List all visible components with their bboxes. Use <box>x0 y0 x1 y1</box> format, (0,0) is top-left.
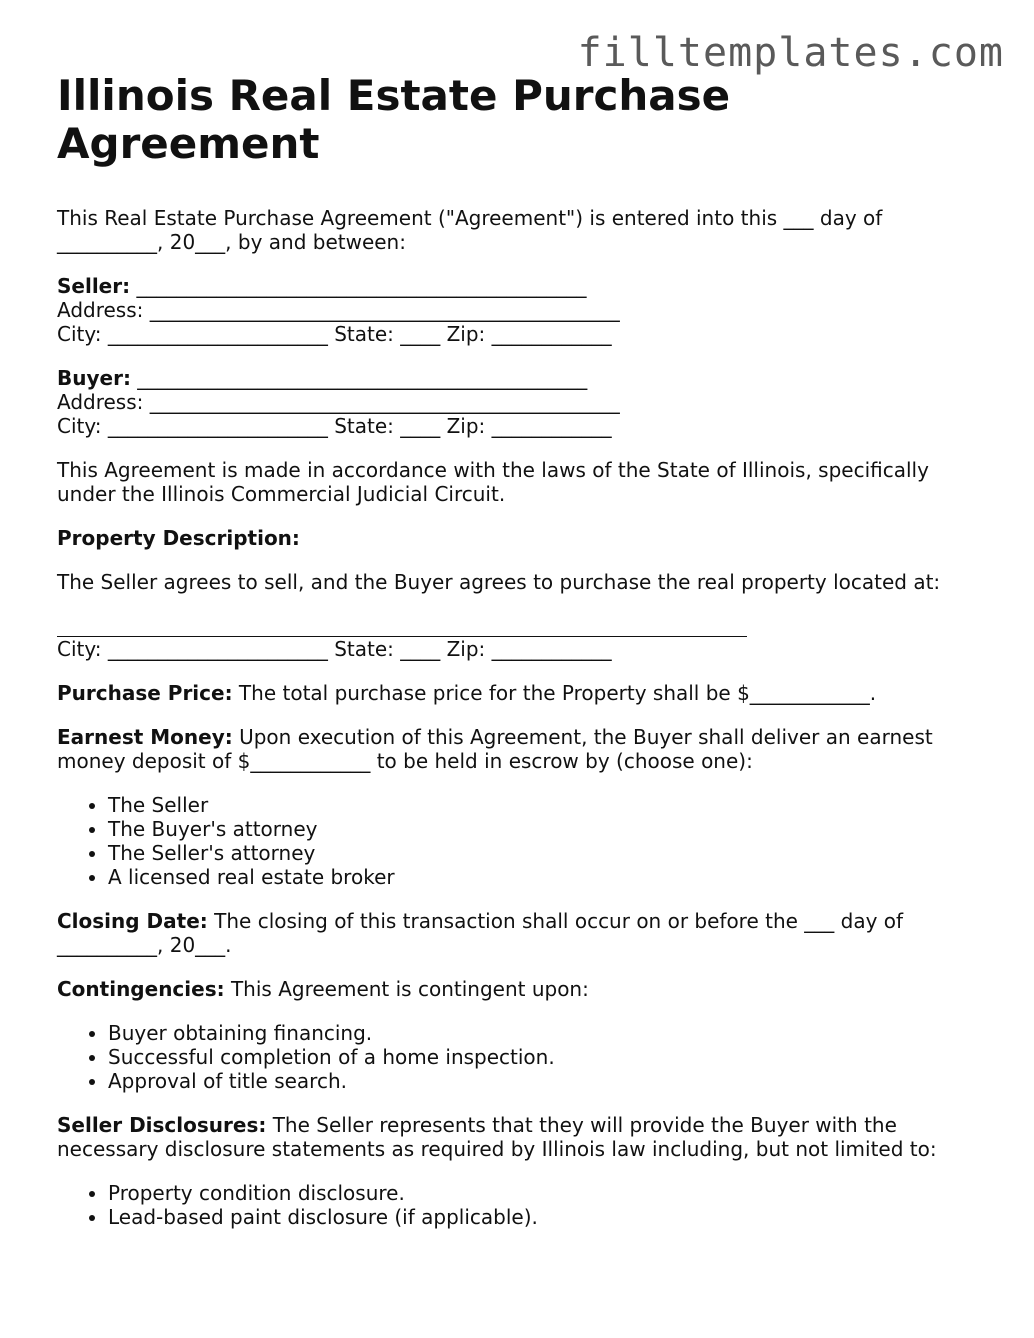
earnest-money-label: Earnest Money: <box>57 725 233 749</box>
escrow-options-list <box>57 793 987 889</box>
closing-date-paragraph <box>57 909 987 957</box>
intro-paragraph <box>57 206 987 254</box>
list-item: • Buyer obtaining financing. <box>108 1021 987 1045</box>
contingencies-list <box>57 1021 987 1093</box>
contingencies-paragraph <box>57 977 987 1001</box>
property-text: The Seller agrees to sell, and the Buyer agrees to purchase the real property located at: <box>57 570 941 594</box>
property-city-line: City: ______________________ State: ____ Zip: ____________ <box>57 637 612 661</box>
buyer-section <box>57 366 987 438</box>
list-item: • The Seller <box>108 793 987 817</box>
disclosures-list <box>57 1181 987 1229</box>
intro-line: __________, 20___, by and between: <box>57 230 406 254</box>
buyer-name-blank: _____________________________________________ <box>130 366 588 390</box>
disclosures-text: The Seller represents that they will provide the Buyer with the <box>266 1113 897 1137</box>
seller-address-line: Address: _______________________________________________ <box>57 298 620 322</box>
law-paragraph <box>57 458 987 506</box>
closing-date-label: Closing Date: <box>57 909 208 933</box>
earnest-money-line <box>57 725 987 749</box>
purchase-price-text: The total purchase price for the Property shall be $____________. <box>232 681 877 705</box>
law-line: under the Illinois Commercial Judicial Circuit. <box>57 482 506 506</box>
buyer-city-line: City: ______________________ State: ____ Zip: ____________ <box>57 414 612 438</box>
intro-line: This Real Estate Purchase Agreement ("Agreement") is entered into this ___ day of <box>57 206 883 230</box>
seller-section <box>57 274 987 346</box>
seller-label: Seller: <box>57 274 131 298</box>
page-title: Illinois Real Estate Purchase Agreement <box>57 71 731 168</box>
purchase-price-label: Purchase Price: <box>57 681 233 705</box>
seller-name-blank: _____________________________________________ <box>130 274 587 298</box>
disclosures-label: Seller Disclosures: <box>57 1113 267 1137</box>
buyer-name-line <box>57 366 987 390</box>
buyer-address-line: Address: _______________________________________________ <box>57 390 620 414</box>
seller-city-line: City: ______________________ State: ____ Zip: ____________ <box>57 322 612 346</box>
closing-date-text: The closing of this transaction shall occur on or before the ___ day of <box>207 909 904 933</box>
law-line: This Agreement is made in accordance with the laws of the State of Illinois, specifically <box>57 458 929 482</box>
list-item: • The Buyer's attorney <box>108 817 987 841</box>
watermark: filltemplates.com <box>577 30 1004 76</box>
disclosures-line: necessary disclosure statements as required by Illinois law including, but not limited to: <box>57 1137 937 1161</box>
seller-name-line <box>57 274 987 298</box>
disclosures-line <box>57 1113 987 1137</box>
property-heading <box>57 526 987 550</box>
contingencies-label: Contingencies: <box>57 977 225 1001</box>
document-body <box>57 72 987 1249</box>
contingencies-text: This Agreement is contingent upon: <box>224 977 589 1001</box>
closing-date-line: __________, 20___. <box>57 933 232 957</box>
list-item: • Successful completion of a home inspection. <box>108 1045 987 1069</box>
list-item: • The Seller's attorney <box>108 841 987 865</box>
property-section <box>57 570 987 661</box>
buyer-label: Buyer: <box>57 366 131 390</box>
property-heading-text: Property Description: <box>57 526 300 550</box>
earnest-money-paragraph <box>57 725 987 773</box>
list-item: • Approval of title search. <box>108 1069 987 1093</box>
closing-date-line <box>57 909 987 933</box>
list-item: • Property condition disclosure. <box>108 1181 987 1205</box>
earnest-money-text: Upon execution of this Agreement, the Buyer shall deliver an earnest <box>232 725 933 749</box>
earnest-money-line: money deposit of $____________ to be held in escrow by (choose one): <box>57 749 753 773</box>
disclosures-paragraph <box>57 1113 987 1161</box>
property-address-blank <box>57 614 747 637</box>
list-item: • A licensed real estate broker <box>108 865 987 889</box>
purchase-price-paragraph <box>57 681 987 705</box>
list-item: • Lead-based paint disclosure (if applicable). <box>108 1205 987 1229</box>
